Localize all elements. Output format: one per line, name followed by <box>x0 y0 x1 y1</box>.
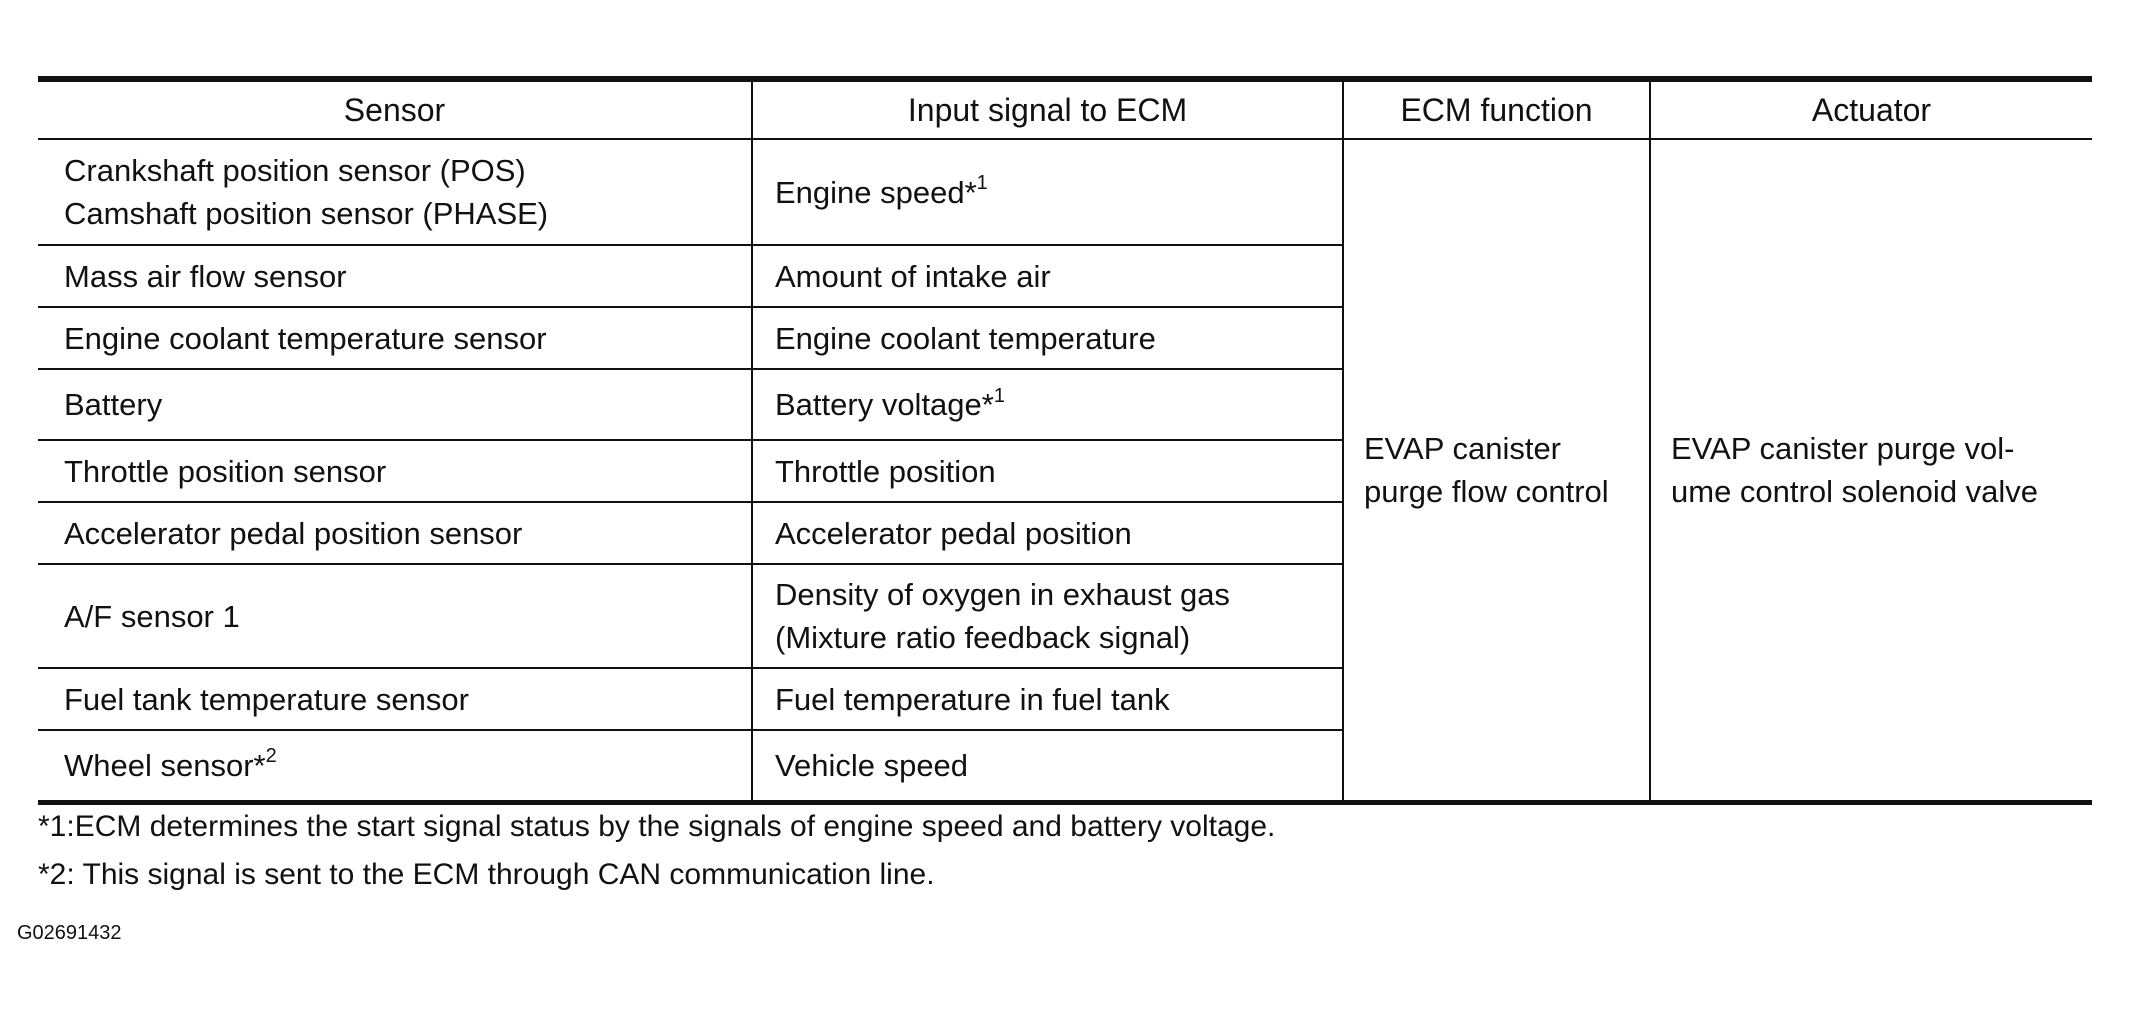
signal-cell: Throttle position <box>752 440 1343 502</box>
figure-code: G02691432 <box>17 922 122 944</box>
header-ecm-function: ECM function <box>1343 79 1650 139</box>
signal-cell <box>752 564 1343 668</box>
signal-cell: Accelerator pedal position <box>752 502 1343 564</box>
sensor-cell: Engine coolant temperature sensor <box>38 307 752 369</box>
signal-cell: Vehicle speed <box>752 730 1343 802</box>
signal-text: Battery voltage* <box>775 387 994 422</box>
sensor-cell: Mass air flow sensor <box>38 245 752 307</box>
signal-cell: Amount of intake air <box>752 245 1343 307</box>
signal-cell <box>752 139 1343 245</box>
sensor-cell: A/F sensor 1 <box>38 564 752 668</box>
signal-text: Engine speed* <box>775 174 977 210</box>
footnote-ref: 2 <box>265 745 277 768</box>
signal-text: Density of oxygen in exhaust gas <box>775 577 1230 612</box>
ecm-function-text: purge flow control <box>1364 473 1609 509</box>
header-actuator: Actuator <box>1650 79 2092 139</box>
sensor-cell <box>38 730 752 802</box>
sensor-cell: Battery <box>38 369 752 440</box>
header-sensor: Sensor <box>38 79 752 139</box>
ecm-function-cell <box>1343 139 1650 802</box>
sensor-name: Crankshaft position sensor (POS) <box>64 153 526 188</box>
sensor-cell: Fuel tank temperature sensor <box>38 668 752 730</box>
sensor-cell: Accelerator pedal position sensor <box>38 502 752 564</box>
footnote: *2: This signal is sent to the ECM through CAN communication line. <box>38 858 935 891</box>
signal-cell: Engine coolant temperature <box>752 307 1343 369</box>
signal-cell <box>752 369 1343 440</box>
actuator-text: EVAP canister purge vol- <box>1671 430 2015 466</box>
sensor-cell: Throttle position sensor <box>38 440 752 502</box>
actuator-cell <box>1650 139 2092 802</box>
footnote-ref: 1 <box>993 384 1005 407</box>
header-input-signal: Input signal to ECM <box>752 79 1343 139</box>
signal-text: (Mixture ratio feedback signal) <box>775 620 1191 655</box>
table-row <box>38 139 2092 245</box>
sensor-cell <box>38 139 752 245</box>
signal-cell: Fuel temperature in fuel tank <box>752 668 1343 730</box>
table-header-row <box>38 79 2092 139</box>
sensor-ecm-actuator-table <box>38 76 2092 805</box>
actuator-text: ume control solenoid valve <box>1671 473 2039 509</box>
footnote: *1:ECM determines the start signal status by the signals of engine speed and battery voltage. <box>38 810 1276 843</box>
sensor-name: Camshaft position sensor (PHASE) <box>64 196 549 231</box>
ecm-function-text: EVAP canister <box>1364 430 1562 466</box>
sensor-name: Wheel sensor* <box>64 747 266 783</box>
footnote-ref: 1 <box>976 172 988 195</box>
